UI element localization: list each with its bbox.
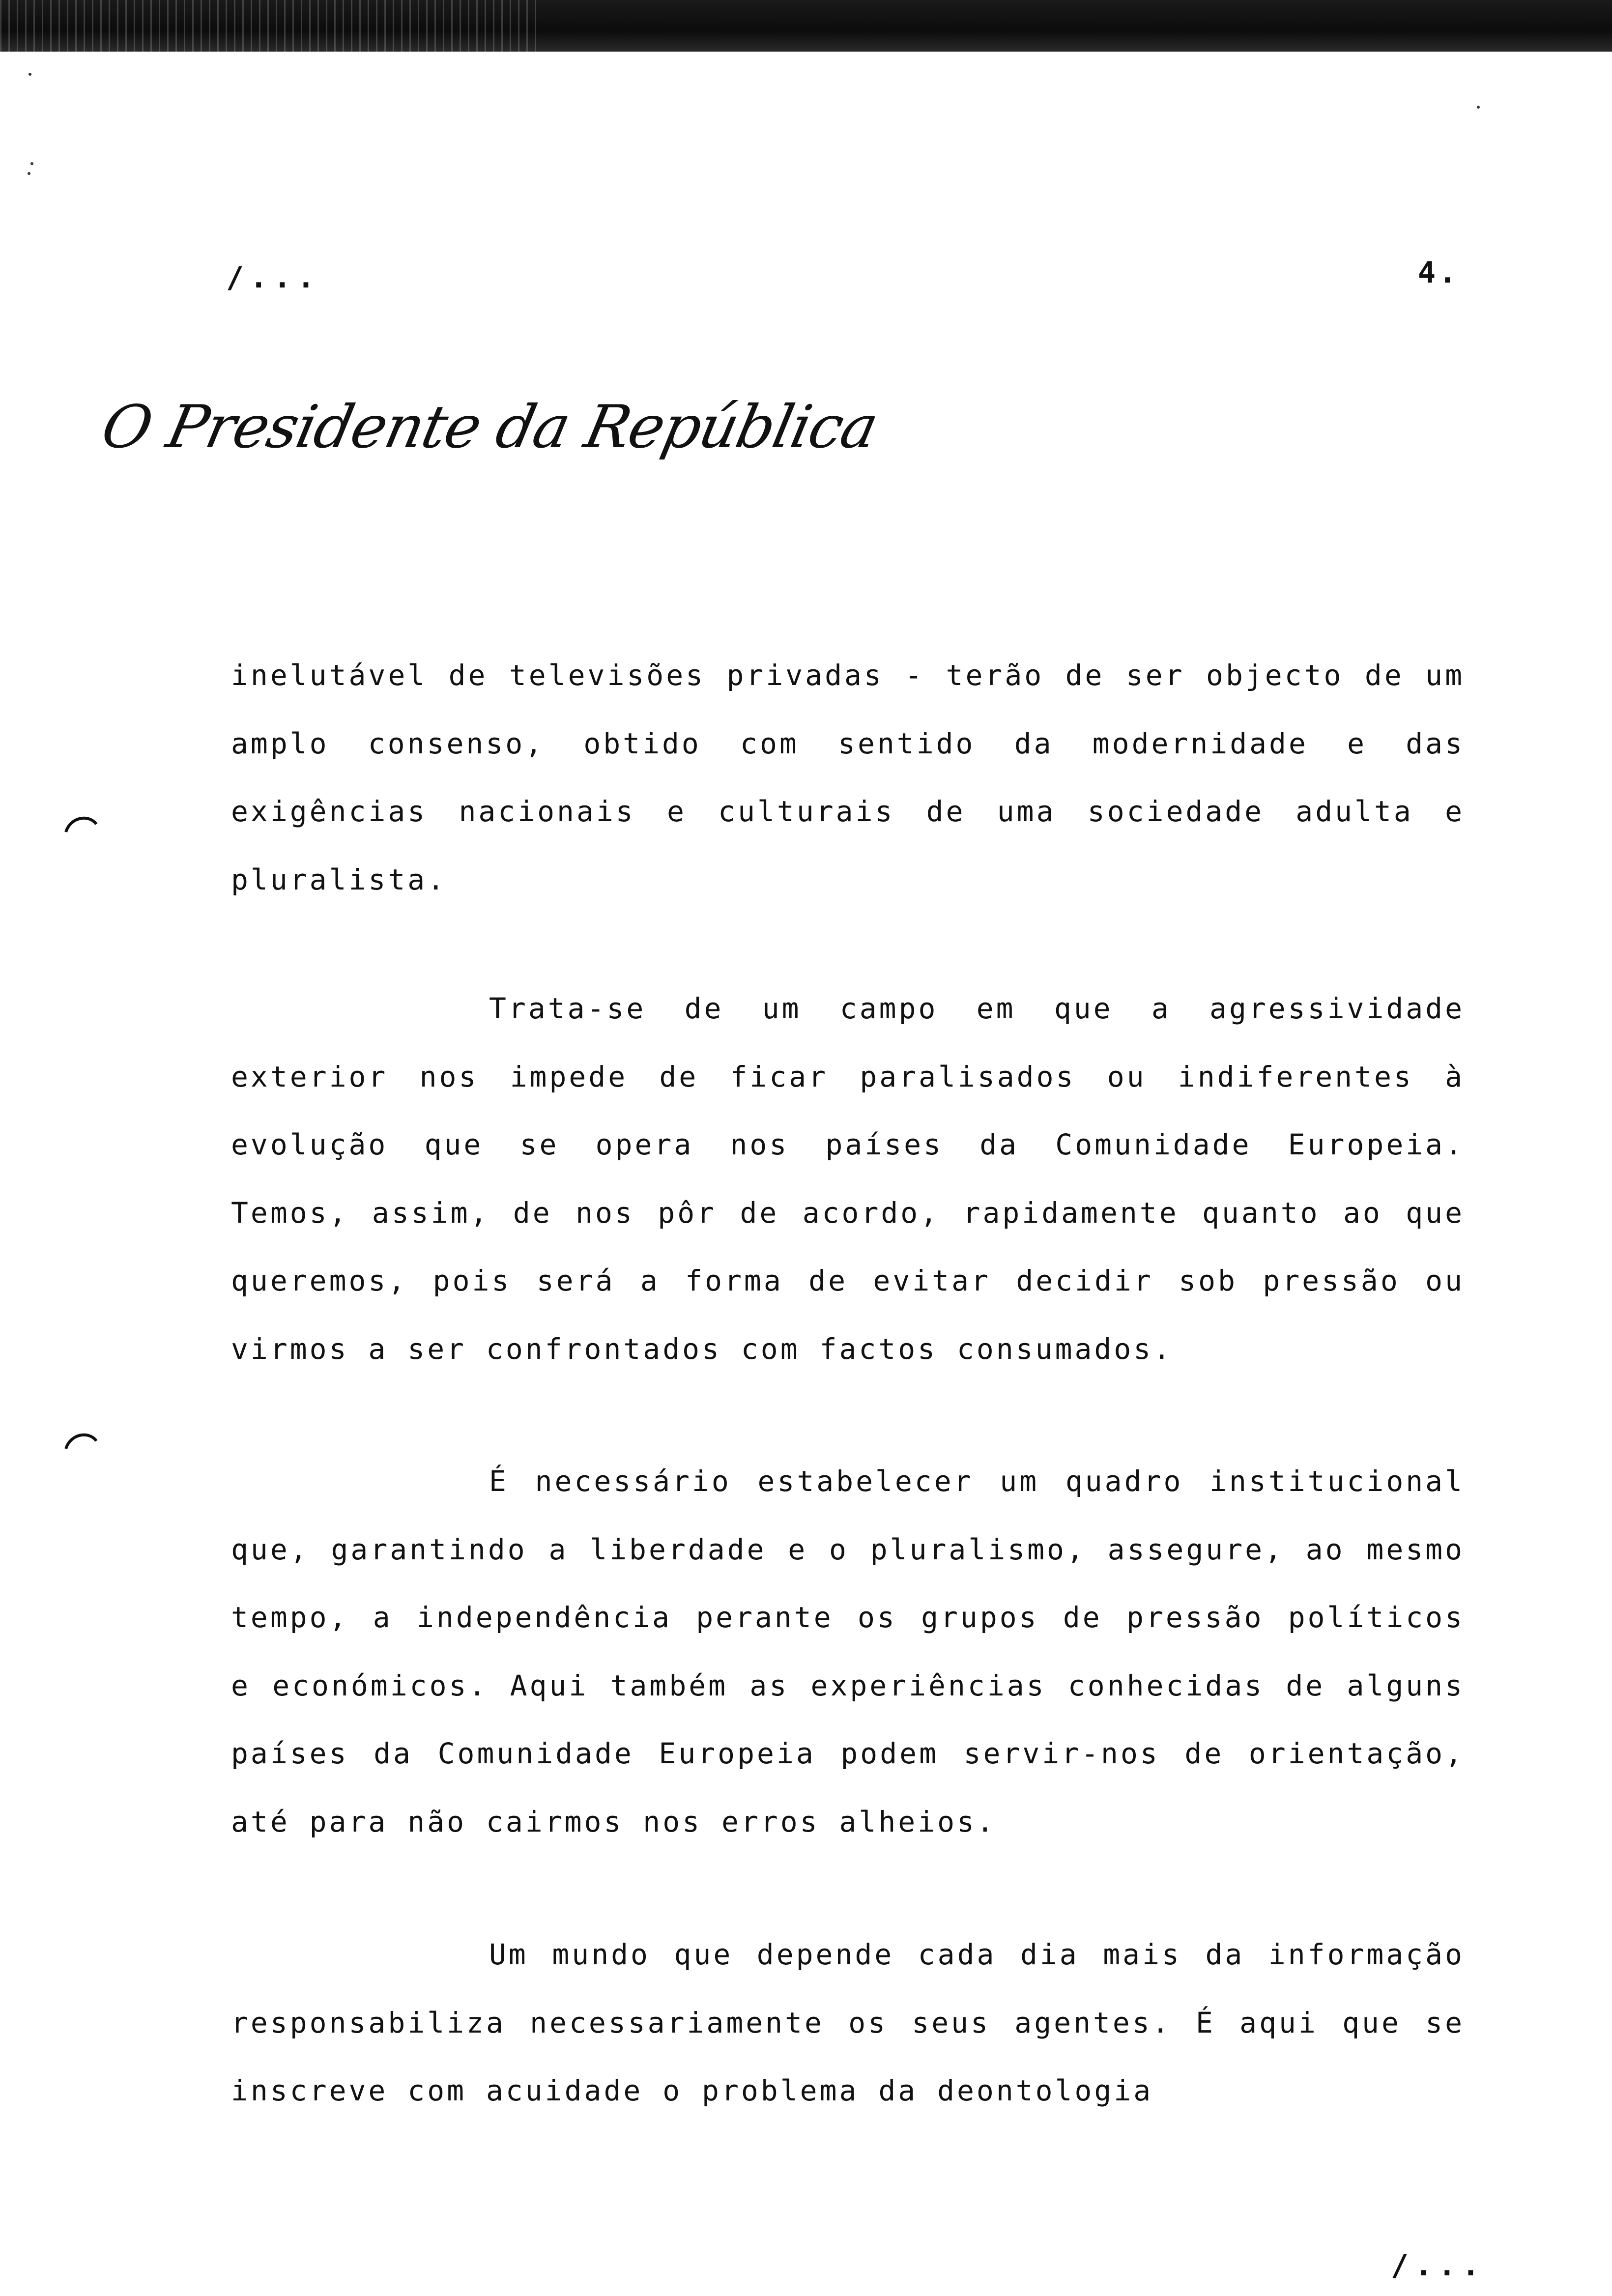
- letterhead-title: O Presidente da República: [96, 393, 883, 461]
- page-number: 4.: [1418, 256, 1460, 290]
- punch-hole-mark-icon: [64, 813, 98, 833]
- scan-speck: [1477, 106, 1480, 109]
- paragraph-2: Trata-se de um campo em que a agressividade exterior nos impede de ficar paralisados ou indiferentes à evolução que se opera nos países da Comunidade Europeia. Temos, assim, de nos pôr de acordo, rapidamente quanto ao que queremos, pois será a forma de evitar decidir sob pressão ou virmos a ser confrontados com factos consumados.: [231, 992, 1465, 1366]
- paragraph-3: É necessário estabelecer um quadro institucional que, garantindo a liberdade e o pluralismo, assegure, ao mesmo tempo, a independência perante os grupos de pressão políticos e económicos. Aqui também as experiências conhecidas de alguns países da Comunidade Europeia podem servir-nos de orientação, até para não cairmos nos erros alheios.: [231, 1464, 1465, 1838]
- bottom-continuation-marker: /...: [1391, 2248, 1486, 2283]
- scan-speck: [29, 73, 31, 76]
- paragraph-4: Um mundo que depende cada dia mais da informação responsabiliza necessariamente os seus agentes. É aqui que se inscreve com acuidade o problema da deontologia: [231, 1938, 1465, 2107]
- paragraph-1: inelutável de televisões privadas - terão de ser objecto de um amplo consenso, obtido com sentido da modernidade e das exigências nacionais e culturais de uma sociedade adulta e pluralista.: [231, 659, 1465, 896]
- scan-edge-noise: [0, 0, 541, 52]
- punch-hole-mark-icon: [64, 1430, 98, 1450]
- top-continuation-marker: /...: [226, 260, 321, 295]
- scan-speck: [28, 172, 30, 175]
- scan-edge-bar: [0, 0, 1612, 52]
- scan-speck: [30, 162, 33, 165]
